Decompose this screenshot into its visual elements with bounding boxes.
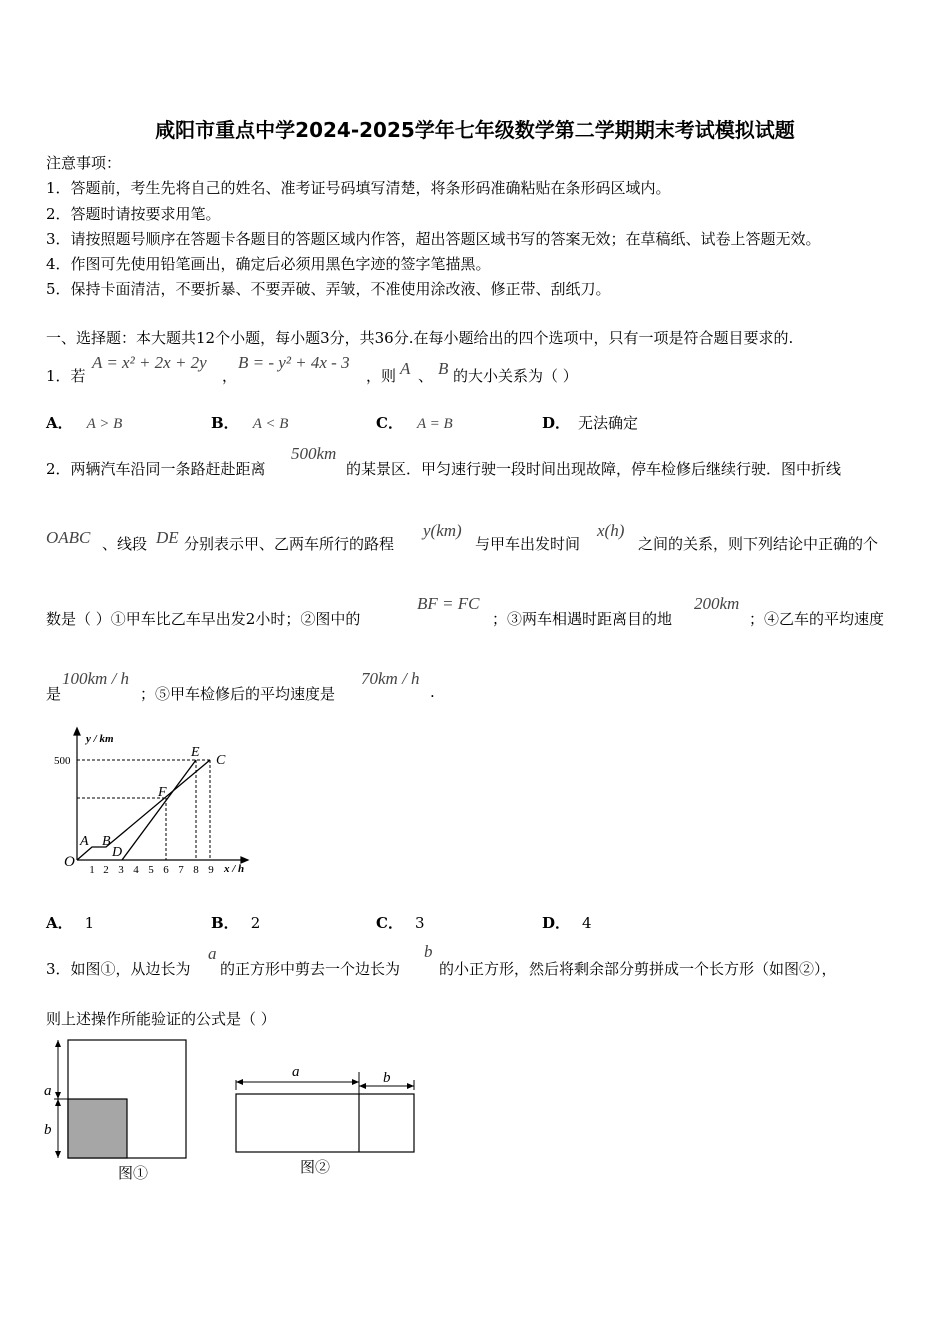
q1-comma: ，	[222, 367, 238, 385]
q2-ykm: y(km)	[423, 521, 462, 540]
q2-line2b: 分别表示甲、乙两车所行的路程	[184, 535, 395, 553]
q1-option-a[interactable]: A． A > B	[46, 414, 123, 432]
rectangle	[236, 1094, 414, 1152]
notice-item: 5．保持卡面清洁，不要折暴、不要弄破、弄皱，不准使用涂改液、修正带、刮纸刀。	[46, 280, 611, 298]
q3-var-b: b	[424, 942, 433, 961]
x-tick: 6	[163, 864, 169, 876]
q1-mid: ，则	[366, 367, 397, 385]
page-title: 咸阳市重点中学2024-2025学年七年级数学第二学期期末考试模拟试题	[155, 118, 795, 142]
q3-line1a: 3．如图①，从边长为	[46, 960, 191, 978]
q2-line3b: ；③两车相遇时距离目的地	[492, 610, 673, 628]
q1-sep: 、	[418, 367, 434, 385]
line-de	[122, 760, 196, 860]
notice-heading: 注意事项：	[46, 154, 122, 172]
line-oabc	[77, 760, 210, 860]
q1-prefix: 1．若	[46, 367, 86, 385]
point-b-label: B	[102, 834, 111, 849]
q1-option-b[interactable]: B． A < B	[211, 414, 289, 432]
small-square	[68, 1099, 127, 1158]
figure-1	[40, 1035, 200, 1185]
distance-time-graph	[48, 722, 258, 882]
point-f-label: F	[158, 785, 167, 800]
point-e-label: E	[191, 745, 200, 760]
q2-line2d: 之间的关系，则下列结论中正确的个	[638, 535, 879, 553]
q2-70kmh: 70km / h	[361, 669, 420, 688]
q3-line1c: 的小正方形，然后将剩余部分剪拼成一个长方形（如图②），	[439, 960, 837, 978]
q1-option-d[interactable]: D． 无法确定	[542, 414, 639, 432]
notice-item: 3．请按照题号顺序在答题卡各题目的答题区域内作答，超出答题区域书写的答案无效；在草稿纸、试卷上答题无效。	[46, 230, 821, 248]
x-tick: 1	[89, 864, 95, 876]
x-tick: 8	[193, 864, 199, 876]
q3-line1b: 的正方形中剪去一个边长为	[220, 960, 401, 978]
x-tick: 7	[178, 864, 184, 876]
origin-label: O	[64, 854, 75, 870]
q2-option-c[interactable]: C． 3	[376, 914, 425, 932]
q2-line3c: ；④乙车的平均速度	[749, 610, 885, 628]
notice-item: 2．答题时请按要求用笔。	[46, 205, 221, 223]
q2-xh: x(h)	[597, 521, 625, 540]
notice-item: 1．答题前，考生先将自己的姓名、准考证号码填写清楚，将条形码准确粘贴在条形码区域内。	[46, 179, 671, 197]
q2-line4b: ；⑤甲车检修后的平均速度是	[140, 685, 336, 703]
q1-suffix: 的大小关系为（ ）	[453, 367, 578, 385]
q2-100kmh: 100km / h	[62, 669, 130, 688]
q2-oabc: OABC	[46, 528, 91, 547]
x-axis-label: x / h	[224, 863, 245, 875]
fig1-label-a: a	[44, 1083, 52, 1099]
q2-distance: 500km	[291, 444, 337, 463]
fig2-caption: 图②	[300, 1160, 331, 1176]
q2-line2a: 、线段	[102, 535, 148, 553]
q2-option-a[interactable]: A． 1	[46, 914, 95, 932]
q1-expr-b: B = - y² + 4x - 3	[238, 353, 350, 372]
q2-bf-fc: BF = FC	[417, 594, 480, 613]
y-axis-label: y / km	[86, 733, 114, 745]
fig1-label-b: b	[44, 1122, 52, 1138]
q1-var-a: A	[400, 359, 411, 378]
q2-option-d[interactable]: D． 4	[542, 914, 592, 932]
q1-expr-a: A = x² + 2x + 2y	[92, 353, 207, 372]
q3-var-a: a	[208, 944, 217, 963]
x-tick: 4	[133, 864, 139, 876]
section-heading: 一、选择题：本大题共12个小题，每小题3分，共36分.在每小题给出的四个选项中，只有一项是符合题目要求的.	[46, 329, 794, 347]
y-axis-arrow	[74, 728, 80, 735]
q2-200km: 200km	[694, 594, 740, 613]
fig2-label-b: b	[383, 1070, 391, 1086]
q2-line1a: 2．两辆汽车沿同一条路赶赴距离	[46, 460, 266, 478]
q2-line4a: 是	[46, 685, 62, 703]
point-a-label: A	[80, 834, 89, 849]
figure-2	[226, 1058, 426, 1183]
q1-option-c[interactable]: C． A = B	[376, 414, 453, 432]
fig2-label-a: a	[292, 1064, 300, 1080]
q2-de: DE	[156, 528, 179, 547]
x-tick: 2	[103, 864, 109, 876]
x-tick: 3	[118, 864, 124, 876]
x-tick: 9	[208, 864, 214, 876]
q2-line1b: 的某景区．甲匀速行驶一段时间出现故障，停车检修后继续行驶．图中折线	[346, 460, 842, 478]
fig1-caption: 图①	[118, 1166, 149, 1182]
y-tick-500: 500	[54, 755, 71, 767]
x-tick: 5	[148, 864, 154, 876]
point-d-label: D	[112, 845, 123, 860]
q2-line3a: 数是（ ）①甲车比乙车早出发2小时；②图中的	[46, 610, 361, 628]
q3-line2: 则上述操作所能验证的公式是（ ）	[46, 1010, 276, 1028]
point-c-label: C	[216, 753, 226, 768]
notice-item: 4．作图可先使用铅笔画出，确定后必须用黑色字迹的签字笔描黑。	[46, 255, 491, 273]
q2-line4c: .	[430, 683, 435, 701]
q2-option-b[interactable]: B． 2	[211, 914, 261, 932]
q2-line2c: 与甲车出发时间	[475, 535, 581, 553]
q1-var-b: B	[438, 359, 449, 378]
